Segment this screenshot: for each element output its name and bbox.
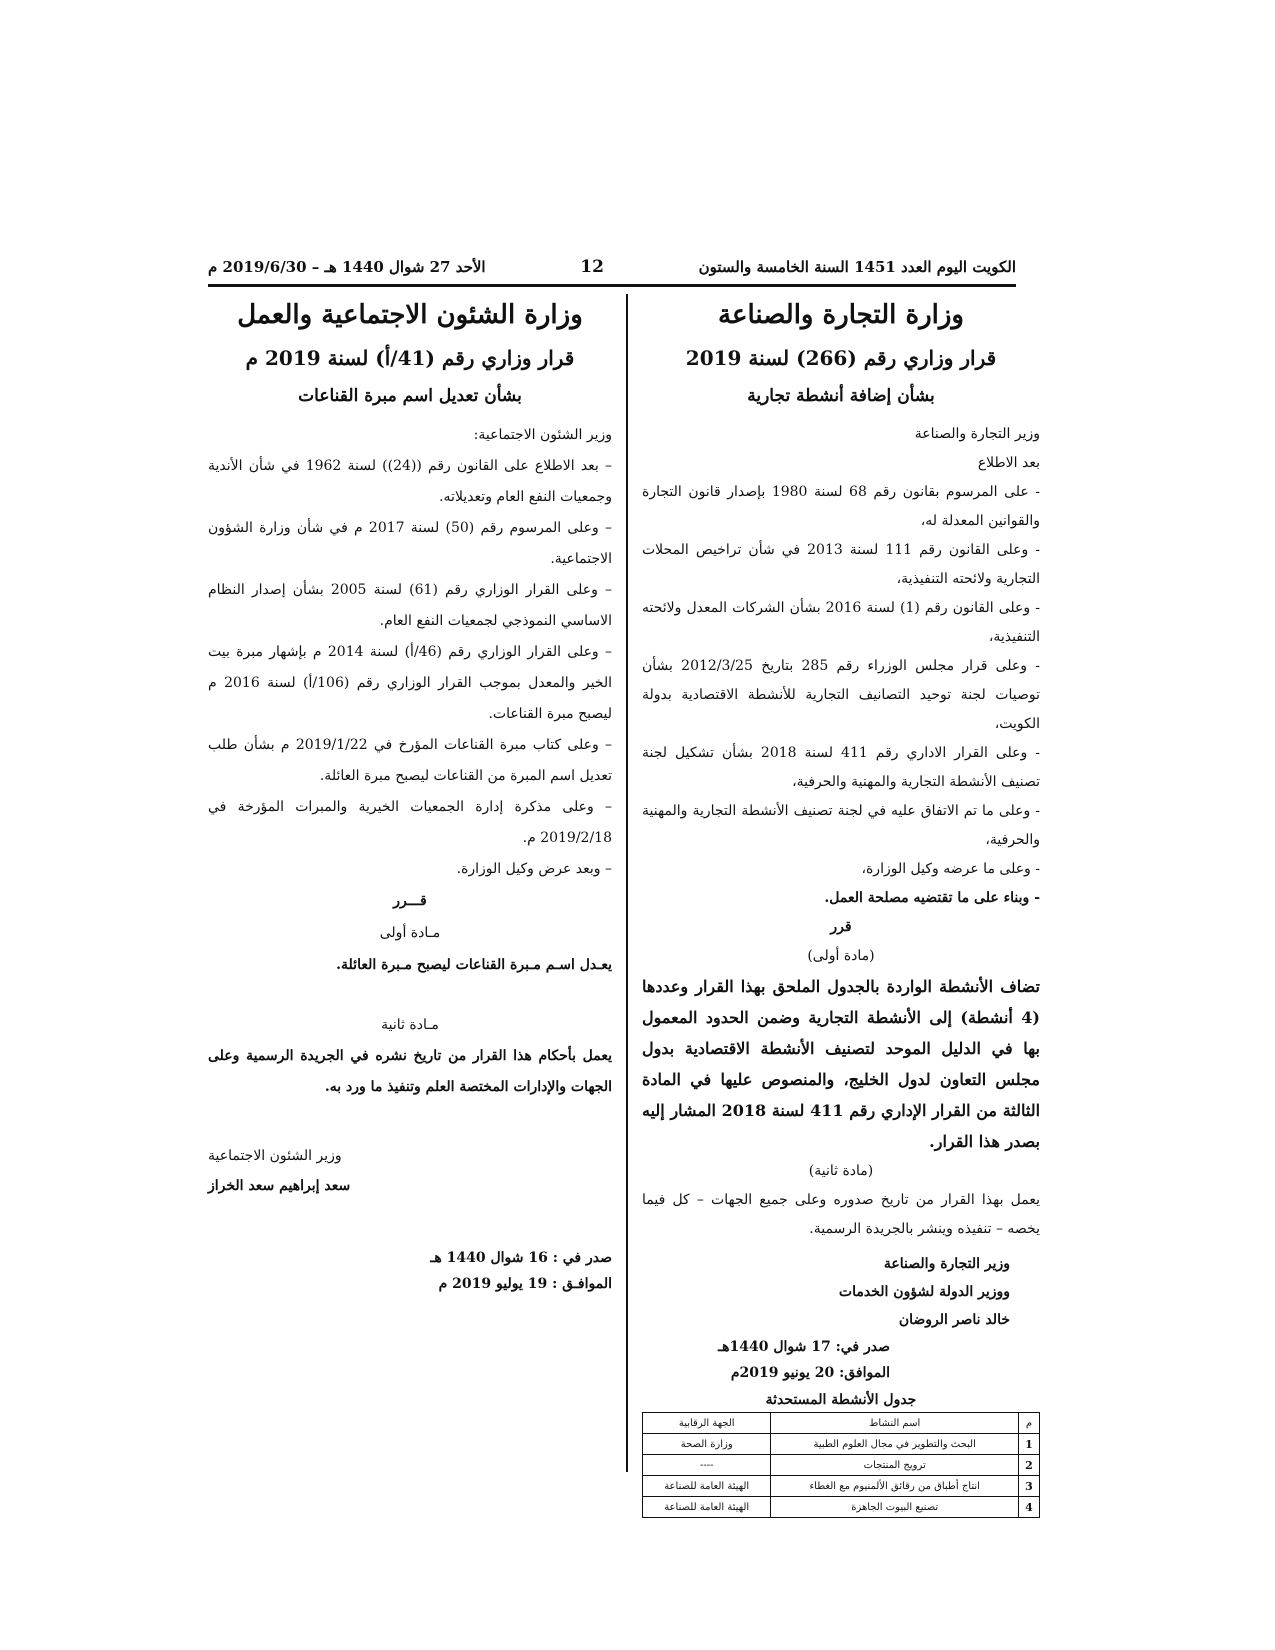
decree-line: وزير الشئون الاجتماعية: <box>473 427 612 443</box>
article-2-text: يعمل بأحكام هذا القرار من تاريخ نشره في الجريدة الرسمية وعلى الجهات والإدارات المختصة العلم وتنفيذ ما ورد به. <box>208 1048 612 1095</box>
activities-table <box>642 1412 1040 1518</box>
table-cell: الهيئة العامة للصناعة <box>643 1497 771 1518</box>
table-row <box>643 1476 1040 1497</box>
decree-subject: بشأن تعديل اسم مبرة القناعات <box>298 386 522 406</box>
table-cell: البحث والتطوير في مجال العلوم الطبية <box>771 1434 1019 1455</box>
signatory-title: وزير الشئون الاجتماعية <box>208 1148 342 1164</box>
decree-line: - وعلى القانون رقم (1) لسنة 2016 بشأن الشركات المعدل ولائحته التنفيذية، <box>642 600 1040 645</box>
column-header: م <box>1019 1413 1040 1434</box>
decision-heading: قرر <box>830 919 852 935</box>
table-cell: تصنيع البيوت الجاهزة <box>771 1497 1019 1518</box>
article-1-heading: مـادة أولى <box>379 925 441 941</box>
decree-line: - وعلى ما عرضه وكيل الوزارة، <box>861 861 1040 877</box>
table-cell: 3 <box>1019 1476 1040 1497</box>
decree-line: - وعلى القرار الاداري رقم 411 لسنة 2018 بشأن تشكيل لجنة تصنيف الأنشطة التجارية والمهنية والحرفية، <box>642 745 1040 790</box>
issue-date-hijri: صدر في : 16 شوال 1440 هـ <box>430 1250 612 1266</box>
article-2-heading: (مادة ثانية) <box>808 1163 874 1179</box>
decree-line: – وعلى كتاب مبرة القناعات المؤرخ في 2019/1/22 م بشأن طلب تعديل اسم المبرة من القناعات ليصبح مبرة العائلة. <box>208 737 612 784</box>
issue-date: الأحد 27 شوال 1440 هـ – 2019/6/30 م <box>208 258 486 276</box>
issue-date-hijri: صدر في: 17 شوال 1440هـ <box>718 1339 890 1355</box>
signatory-name: خالد ناصر الروضان <box>898 1312 1010 1328</box>
decree-title: قرار وزاري رقم (266) لسنة 2019 <box>685 346 997 370</box>
decree-line: بعد الاطلاع <box>977 455 1040 471</box>
page-number: 12 <box>580 257 604 277</box>
article-2-heading: مـادة ثانية <box>381 1017 439 1033</box>
table-cell: وزارة الصحة <box>643 1434 771 1455</box>
ministry-title: وزارة الشئون الاجتماعية والعمل <box>237 300 583 330</box>
table-header-row <box>643 1413 1040 1434</box>
gazette-issue-info: الكويت اليوم العدد 1451 السنة الخامسة والستون <box>698 258 1016 276</box>
decree-subject: بشأن إضافة أنشطة تجارية <box>747 386 935 406</box>
article-2-text: يعمل بهذا القرار من تاريخ صدوره وعلى جميع الجهات – كل فيما يخصه – تنفيذه وينشر بالجريدة الرسمية. <box>642 1192 1040 1237</box>
ministry-title: وزارة التجارة والصناعة <box>718 300 964 330</box>
article-1-text: يعـدل اسـم مـبرة القناعات ليصبح مـبرة العائلة. <box>336 957 612 973</box>
social-affairs-decree-column <box>208 296 612 1297</box>
signatory-name: سعد إبراهيم سعد الخراز <box>208 1178 351 1194</box>
decree-line: – وعلى المرسوم رقم (50) لسنة 2017 م في شأن وزارة الشؤون الاجتماعية. <box>208 520 612 567</box>
decree-line: – بعد الاطلاع على القانون رقم ((24)) لسنة 1962 في شأن الأندية وجمعيات النفع العام وتعديلاته. <box>208 458 612 505</box>
article-1-text: تضاف الأنشطة الواردة بالجدول الملحق بهذا القرار وعددها (4 أنشطة) إلى الأنشطة التجارية وضمن الحدود المعمول بها في الدليل الموحد لتصنيف الأنشطة الاقتصادية بدول مجلس التعاون لدول الخليج، والمنصوص عليها في المادة الثالثة من القرار الإداري رقم 411 لسنة 2018 المشار إليه بصدر هذا القرار. <box>642 977 1041 1151</box>
page-header <box>208 252 1016 282</box>
column-header: الجهة الرقابية <box>643 1413 771 1434</box>
decree-line: - وعلى قرار مجلس الوزراء رقم 285 بتاريخ 2012/3/25 بشأن توصيات لجنة توحيد التصانيف التجارية للأنشطة الاقتصادية بدولة الكويت، <box>642 658 1041 732</box>
table-cell: 2 <box>1019 1455 1040 1476</box>
decree-line: – وعلى القرار الوزاري رقم (46/أ) لسنة 2014 م بإشهار مبرة بيت الخير والمعدل بموجب القرار الوزاري رقم (106/أ) لسنة 2016 م ليصبح مبرة القناعات. <box>208 644 612 722</box>
decree-line: – وعلى مذكرة إدارة الجمعيات الخيرية والمبرات المؤرخة في 2019/2/18 م. <box>208 799 612 846</box>
issue-date-gregorian: الموافـق : 19 يوليو 2019 م <box>438 1276 612 1292</box>
decree-line: - وعلى القانون رقم 111 لسنة 2013 في شأن تراخيص المحلات التجارية ولائحته التنفيذية، <box>642 542 1040 587</box>
signatory-title: وزير التجارة والصناعة <box>883 1256 1010 1272</box>
issue-date-gregorian: الموافق: 20 يونيو 2019م <box>730 1365 890 1381</box>
decision-heading: قـــرر <box>393 893 427 909</box>
decree-line: – وعلى القرار الوزاري رقم (61) لسنة 2005 بشأن إصدار النظام الاساسي النموذجي لجمعيات النفع العام. <box>208 582 612 629</box>
decree-line: - وبناء على ما تقتضيه مصلحة العمل. <box>824 890 1040 906</box>
column-header: اسم النشاط <box>771 1413 1019 1434</box>
table-cell: ترويج المنتجات <box>771 1455 1019 1476</box>
decree-line: وزير التجارة والصناعة <box>914 426 1040 442</box>
header-rule <box>208 284 1016 287</box>
commerce-decree-column <box>642 296 1040 1518</box>
decree-line: - وعلى ما تم الاتفاق عليه في لجنة تصنيف الأنشطة التجارية والمهنية والحرفية، <box>642 803 1040 848</box>
table-cell: انتاج أطباق من رقائق الألمنيوم مع الغطاء <box>771 1476 1019 1497</box>
table-cell: الهيئة العامة للصناعة <box>643 1476 771 1497</box>
article-1-heading: (مادة أولى) <box>807 948 875 964</box>
table-cell: 1 <box>1019 1434 1040 1455</box>
table-row <box>643 1434 1040 1455</box>
decree-title: قرار وزاري رقم (41/أ) لسنة 2019 م <box>245 346 575 370</box>
table-row <box>643 1497 1040 1518</box>
decree-line: – وبعد عرض وكيل الوزارة. <box>456 861 612 877</box>
activities-table-title: جدول الأنشطة المستحدثة <box>765 1392 917 1408</box>
signatory-title-2: ووزير الدولة لشؤون الخدمات <box>838 1284 1010 1300</box>
table-row <box>643 1455 1040 1476</box>
table-cell: ---- <box>643 1455 771 1476</box>
column-divider <box>626 294 628 1472</box>
decree-line: - على المرسوم بقانون رقم 68 لسنة 1980 بإصدار قانون التجارة والقوانين المعدلة له، <box>642 484 1041 529</box>
table-cell: 4 <box>1019 1497 1040 1518</box>
